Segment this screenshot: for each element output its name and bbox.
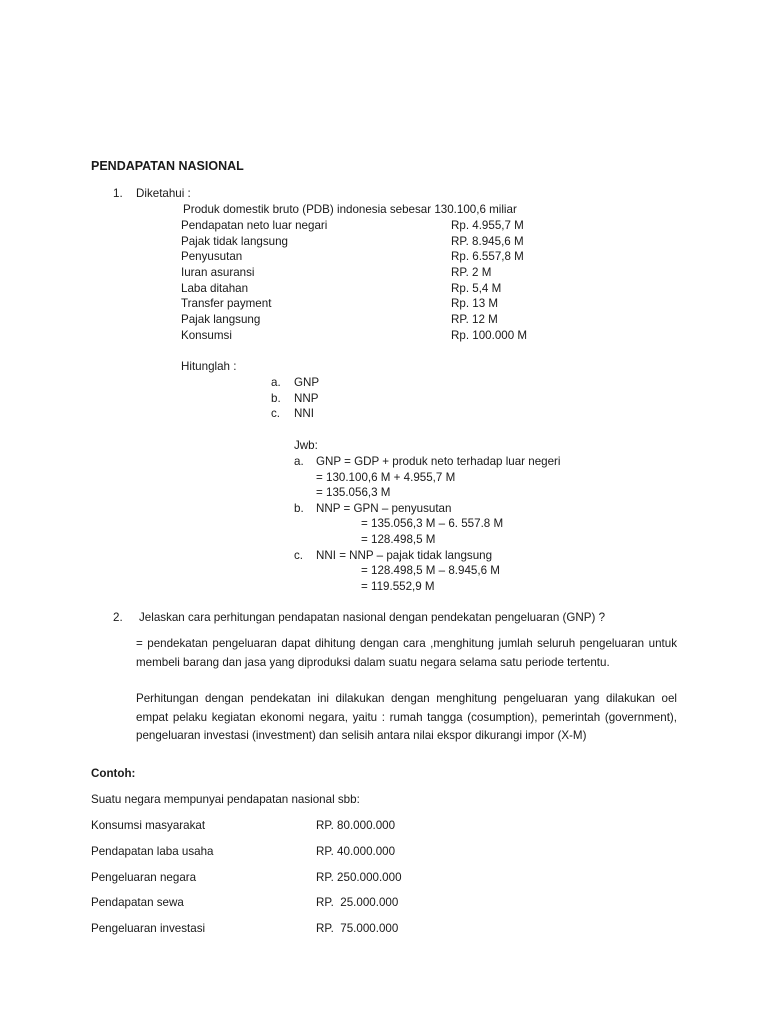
q1-item-label: Laba ditahan bbox=[181, 282, 249, 295]
q1-item-label: Konsumsi bbox=[181, 329, 232, 342]
answer-label: Jwb: bbox=[294, 439, 318, 452]
answer-b-line2: = 135.056,3 M – 6. 557.8 M bbox=[361, 517, 504, 530]
example-intro: Suatu negara mempunyai pendapatan nasional sbb: bbox=[91, 793, 360, 806]
answer-marker-a: a. bbox=[294, 455, 304, 468]
example-row-label: Pengeluaran negara bbox=[91, 871, 197, 884]
q1-item-label: Penyusutan bbox=[181, 250, 243, 263]
q1-item-value: Rp. 6.557,8 M bbox=[451, 250, 524, 263]
example-row-label: Pendapatan laba usaha bbox=[91, 845, 214, 858]
q2-answer-paragraph-1: = pendekatan pengeluaran dapat dihitung dengan cara ,menghitung jumlah seluruh pengeluaran untuk membeli barang dan jasa yang diproduksi dalam suatu negara selama satu periode tertentu. bbox=[136, 637, 677, 669]
example-row-value: RP. 75.000.000 bbox=[316, 922, 399, 935]
answer-marker-c: c. bbox=[294, 549, 304, 562]
example-row-value: RP. 80.000.000 bbox=[316, 819, 396, 832]
q1-pdb-line: Produk domestik bruto (PDB) indonesia sebesar 130.100,6 miliar bbox=[183, 203, 517, 216]
example-row-label: Pendapatan sewa bbox=[91, 896, 184, 909]
q1-item-value: RP. 12 M bbox=[451, 313, 498, 326]
q1-item-value: Rp. 100.000 M bbox=[451, 329, 528, 342]
page-title: PENDAPATAN NASIONAL bbox=[91, 159, 244, 173]
q1-item-value: Rp. 4.955,7 M bbox=[451, 219, 524, 232]
task-marker: a. bbox=[271, 376, 281, 389]
answer-c-line3: = 119.552,9 M bbox=[361, 580, 435, 593]
q1-item-label: Pajak tidak langsung bbox=[181, 235, 288, 248]
q1-number: 1. bbox=[113, 187, 123, 200]
task-text: NNP bbox=[294, 392, 319, 405]
q2-question: Jelaskan cara perhitungan pendapatan nasional dengan pendekatan pengeluaran (GNP) ? bbox=[139, 611, 606, 624]
q1-item-label: Iuran asuransi bbox=[181, 266, 255, 279]
example-row-label: Konsumsi masyarakat bbox=[91, 819, 206, 832]
example-label: Contoh: bbox=[91, 767, 136, 780]
answer-marker-b: b. bbox=[294, 502, 304, 515]
q1-item-value: RP. 8.945,6 M bbox=[451, 235, 524, 248]
example-row-value: RP. 40.000.000 bbox=[316, 845, 396, 858]
answer-a-line2: = 130.100,6 M + 4.955,7 M bbox=[316, 471, 456, 484]
answer-c-line1: NNI = NNP – pajak tidak langsung bbox=[316, 549, 493, 562]
task-text: NNI bbox=[294, 407, 314, 420]
example-row-label: Pengeluaran investasi bbox=[91, 922, 206, 935]
q1-item-label: Pendapatan neto luar negari bbox=[181, 219, 328, 232]
task-text: GNP bbox=[294, 376, 320, 389]
answer-b-line3: = 128.498,5 M bbox=[361, 533, 436, 546]
q2-answer-paragraph-2: Perhitungan dengan pendekatan ini dilakukan dengan menghitung pengeluaran yang dilakukan oel empat pelaku kegiatan ekonomi negara, yaitu : rumah tangga (cosumption), pemerintah (government), pengeluaran investasi (investment) dan selisih antara nilai ekspor dikurangi impor (X-M) bbox=[136, 692, 677, 742]
q1-compute-label: Hitunglah : bbox=[181, 360, 237, 373]
q1-known-label: Diketahui : bbox=[136, 187, 191, 200]
task-marker: c. bbox=[271, 407, 281, 420]
answer-c-line2: = 128.498,5 M – 8.945,6 M bbox=[361, 564, 500, 577]
q1-item-label: Transfer payment bbox=[181, 297, 272, 310]
answer-b-line1: NNP = GPN – penyusutan bbox=[316, 502, 452, 515]
task-marker: b. bbox=[271, 392, 281, 405]
q1-item-value: RP. 2 M bbox=[451, 266, 492, 279]
q1-item-value: Rp. 5,4 M bbox=[451, 282, 502, 295]
example-row-value: RP. 250.000.000 bbox=[316, 871, 402, 884]
answer-a-line3: = 135.056,3 M bbox=[316, 486, 391, 499]
q1-item-label: Pajak langsung bbox=[181, 313, 261, 326]
example-row-value: RP. 25.000.000 bbox=[316, 896, 399, 909]
q1-item-value: Rp. 13 M bbox=[451, 297, 499, 310]
answer-a-line1: GNP = GDP + produk neto terhadap luar negeri bbox=[316, 455, 561, 468]
q2-number: 2. bbox=[113, 611, 123, 624]
